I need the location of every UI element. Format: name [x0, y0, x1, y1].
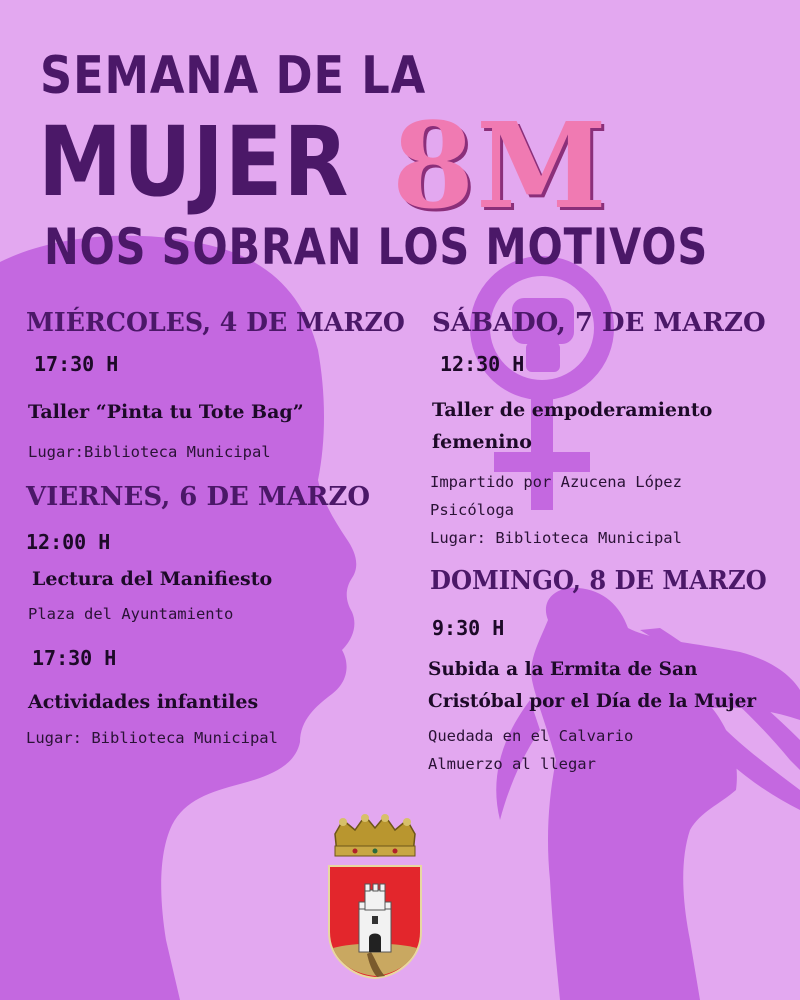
municipal-crest-icon — [325, 812, 425, 982]
day-wednesday-event: Taller “Pinta tu Tote Bag” — [28, 401, 304, 423]
day-friday-date: VIERNES, 6 DE MARZO — [26, 482, 371, 512]
day-saturday-place: Lugar: Biblioteca Municipal — [430, 529, 682, 547]
day-saturday-date: SÁBADO, 7 DE MARZO — [432, 308, 766, 338]
day-saturday-detail-1: Impartido por Azucena López — [430, 473, 682, 491]
day-friday-event-1: Lectura del Manifiesto — [32, 568, 273, 590]
day-sunday-detail-2: Almuerzo al llegar — [428, 755, 596, 773]
crown-icon — [335, 814, 415, 856]
day-sunday-detail-1: Quedada en el Calvario — [428, 727, 634, 745]
title-line-2: MUJER — [38, 106, 350, 218]
title-line-3: NOS SOBRAN LOS MOTIVOS — [44, 218, 709, 276]
day-friday-time-1: 12:00 H — [26, 530, 111, 554]
day-wednesday-time: 17:30 H — [34, 352, 119, 376]
title-badge-8m: 8M — [392, 96, 609, 235]
day-saturday-detail-2: Psicóloga — [430, 501, 514, 519]
day-wednesday-date: MIÉRCOLES, 4 DE MARZO — [26, 308, 405, 338]
day-sunday-event: Subida a la Ermita de San Cristóbal por el Día de la Mujer — [428, 659, 757, 712]
day-friday-time-2: 17:30 H — [32, 646, 117, 670]
day-saturday-time: 12:30 H — [440, 352, 525, 376]
day-sunday-date: DOMINGO, 8 DE MARZO — [430, 566, 767, 596]
day-sunday-time: 9:30 H — [432, 616, 505, 640]
day-wednesday-place: Lugar:Biblioteca Municipal — [28, 443, 271, 461]
day-friday-place-2: Lugar: Biblioteca Municipal — [26, 729, 278, 747]
title-line-1: SEMANA DE LA — [40, 46, 427, 106]
day-friday-event-2: Actividades infantiles — [28, 691, 259, 713]
day-saturday-event: Taller de empoderamiento femenino — [432, 399, 713, 453]
day-friday-place-1: Plaza del Ayuntamiento — [28, 605, 234, 623]
woman-hair-silhouette-icon — [496, 588, 800, 1000]
